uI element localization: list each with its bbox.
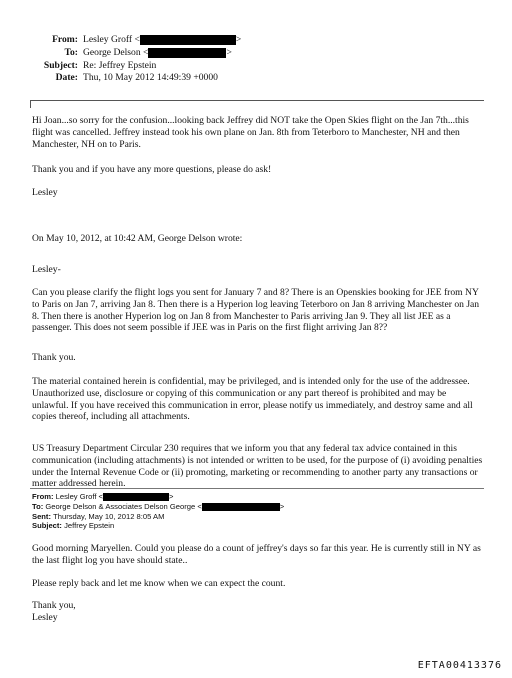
orig-subject-label: Subject:	[32, 521, 62, 531]
quoted-greeting: Lesley-	[32, 264, 61, 275]
orig-subject-value: Jeffrey Epstein	[64, 521, 115, 531]
redaction-box	[202, 503, 280, 511]
document-id: EFTA00413376	[417, 660, 502, 671]
email-header	[30, 34, 241, 85]
redaction-box	[103, 493, 169, 501]
quoted-intro: On May 10, 2012, at 10:42 AM, George Delson wrote:	[32, 233, 243, 244]
from-row	[30, 34, 241, 47]
confidentiality-notice: The material contained herein is confidential, may be privileged, and is intended only for the use of the addressee. Unauthorized use, disclosure or copying of this communication or any part thereof is prohibited and may be unlawful. If you have received this communication in error, please notify us immediately, and destroy same and all copies thereof, including all attachments.	[32, 376, 473, 423]
reply-signature: Lesley	[32, 187, 58, 198]
reply-thanks: Thank you and if you have any more questions, please do ask!	[32, 164, 272, 175]
orig-sent-row	[32, 512, 284, 522]
to-row	[30, 47, 241, 60]
orig-to-value: George Delson & Associates Delson George <	[45, 501, 202, 511]
original-signature: Lesley	[32, 612, 58, 623]
orig-from-row	[32, 492, 284, 502]
redaction-box	[140, 35, 236, 45]
orig-from-label: From:	[32, 492, 54, 501]
circular-230-notice: US Treasury Department Circular 230 requires that we inform you that any federal tax advice contained in this communication (including attachments) is not intended or written to be used, for the purpose of (i) avoiding penalties under the Internal Revenue Code or (ii) promoting, marketing or recommending to another party any transactions or matter addressed herein.	[32, 443, 483, 490]
date-row	[30, 72, 241, 85]
reply-body: Hi Joan...so sorry for the confusion...looking back Jeffrey did NOT take the Open Skies flight on the Jan 7th...this flight was cancelled. Jeffrey instead took his own plane on Jan. 8th from Teterboro to Manchester, NH and then Manchester, NH on to Paris.	[32, 115, 469, 150]
orig-to-label: To:	[32, 501, 44, 511]
subject-label: Subject:	[43, 59, 78, 71]
subject-value: Re: Jeffrey Epstein	[83, 59, 157, 71]
orig-to-row	[32, 502, 284, 512]
to-value: George Delson <	[83, 46, 149, 58]
to-label: To:	[64, 46, 78, 58]
original-greeting: Good morning Maryellen. Could you please do a count of jeffrey's days so far this year. He is currently still in NY as the last flight log you have should state..	[32, 543, 481, 566]
header-divider	[30, 100, 484, 101]
subject-row	[30, 60, 241, 73]
angle-close: >	[169, 492, 174, 501]
original-request: Please reply back and let me know when we can expect the count.	[32, 578, 286, 589]
orig-sent-value: Thursday, May 10, 2012 8:05 AM	[53, 511, 165, 521]
orig-subject-row	[32, 521, 284, 531]
angle-close: >	[235, 34, 242, 45]
orig-from-value: Lesley Groff <	[55, 492, 103, 501]
original-divider	[30, 488, 484, 489]
redaction-box	[148, 48, 226, 58]
date-value: Thu, 10 May 2012 14:49:39 +0000	[83, 72, 218, 84]
original-header	[32, 492, 284, 531]
quoted-body: Can you please clarify the flight logs you sent for January 7 and 8? There is an Openskies booking for JEE from NY to Paris on Jan 7, arriving Jan 8. Then there is a Hyperion log leaving Teterboro on Jan 8 arriving Manchester on Jan 8. Then there is another Hyperion log on Jan 8 from Manchester to Paris arriving Jan 9. They all list JEE as a passenger. This does not seem possible if JEE was in Paris on the first flight arriving Jan 8??	[32, 287, 480, 334]
quote-bracket	[30, 100, 31, 108]
angle-close: >	[226, 46, 232, 58]
date-label: Date:	[55, 72, 78, 84]
from-label: From:	[52, 34, 78, 45]
original-closing: Thank you,	[32, 600, 76, 611]
quoted-thanks: Thank you.	[32, 352, 76, 363]
orig-sent-label: Sent:	[32, 511, 51, 521]
from-value: Lesley Groff <	[83, 34, 140, 45]
angle-close: >	[279, 501, 285, 511]
